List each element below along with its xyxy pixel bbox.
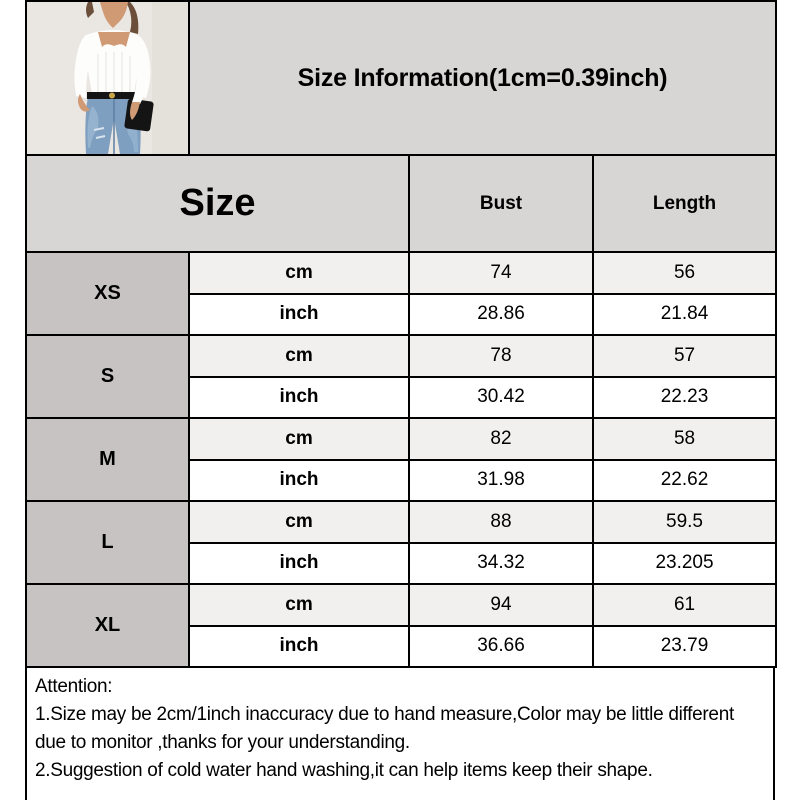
column-header-bust: Bust — [409, 155, 593, 252]
column-header-length: Length — [593, 155, 776, 252]
unit-label-cm: cm — [189, 418, 409, 460]
unit-label-inch: inch — [189, 377, 409, 419]
size-label: M — [26, 418, 189, 501]
page-title: Size Information(1cm=0.39inch) — [189, 1, 776, 155]
banner-row — [26, 1, 776, 155]
size-label: L — [26, 501, 189, 584]
length-inch-value: 23.205 — [593, 543, 776, 585]
length-inch-value: 22.23 — [593, 377, 776, 419]
bust-inch-value: 28.86 — [409, 294, 593, 336]
size-row-cm — [26, 252, 776, 294]
size-row-cm — [26, 335, 776, 377]
size-row-cm — [26, 418, 776, 460]
bust-inch-value: 36.66 — [409, 626, 593, 668]
size-chart-sheet — [25, 0, 775, 800]
bust-cm-value: 82 — [409, 418, 593, 460]
unit-label-inch: inch — [189, 294, 409, 336]
length-cm-value: 58 — [593, 418, 776, 460]
unit-label-cm: cm — [189, 584, 409, 626]
unit-label-cm: cm — [189, 335, 409, 377]
length-cm-value: 56 — [593, 252, 776, 294]
length-inch-value: 22.62 — [593, 460, 776, 502]
length-cm-value: 57 — [593, 335, 776, 377]
bust-cm-value: 88 — [409, 501, 593, 543]
unit-label-inch: inch — [189, 543, 409, 585]
unit-label-cm: cm — [189, 252, 409, 294]
attention-box — [25, 668, 775, 800]
attention-heading: Attention: — [35, 676, 113, 697]
length-inch-value: 23.79 — [593, 626, 776, 668]
unit-label-inch: inch — [189, 626, 409, 668]
bust-cm-value: 94 — [409, 584, 593, 626]
product-photo — [26, 1, 189, 155]
length-cm-value: 61 — [593, 584, 776, 626]
size-row-cm — [26, 584, 776, 626]
product-photo-illustration — [27, 2, 188, 154]
size-label: XS — [26, 252, 189, 335]
size-row-cm — [26, 501, 776, 543]
size-table — [25, 0, 777, 668]
bust-inch-value: 31.98 — [409, 460, 593, 502]
column-header-size: Size — [26, 155, 409, 252]
attention-note-1: 1.Size may be 2cm/1inch inaccuracy due to hand measure,Color may be little different due to monitor ,thanks for your understanding. — [35, 704, 734, 753]
bust-cm-value: 74 — [409, 252, 593, 294]
size-label: XL — [26, 584, 189, 667]
unit-label-cm: cm — [189, 501, 409, 543]
length-cm-value: 59.5 — [593, 501, 776, 543]
length-inch-value: 21.84 — [593, 294, 776, 336]
bust-inch-value: 34.32 — [409, 543, 593, 585]
size-label: S — [26, 335, 189, 418]
bust-inch-value: 30.42 — [409, 377, 593, 419]
attention-note-2: 2.Suggestion of cold water hand washing,it can help items keep their shape. — [35, 760, 653, 781]
table-header-row — [26, 155, 776, 252]
bust-cm-value: 78 — [409, 335, 593, 377]
unit-label-inch: inch — [189, 460, 409, 502]
